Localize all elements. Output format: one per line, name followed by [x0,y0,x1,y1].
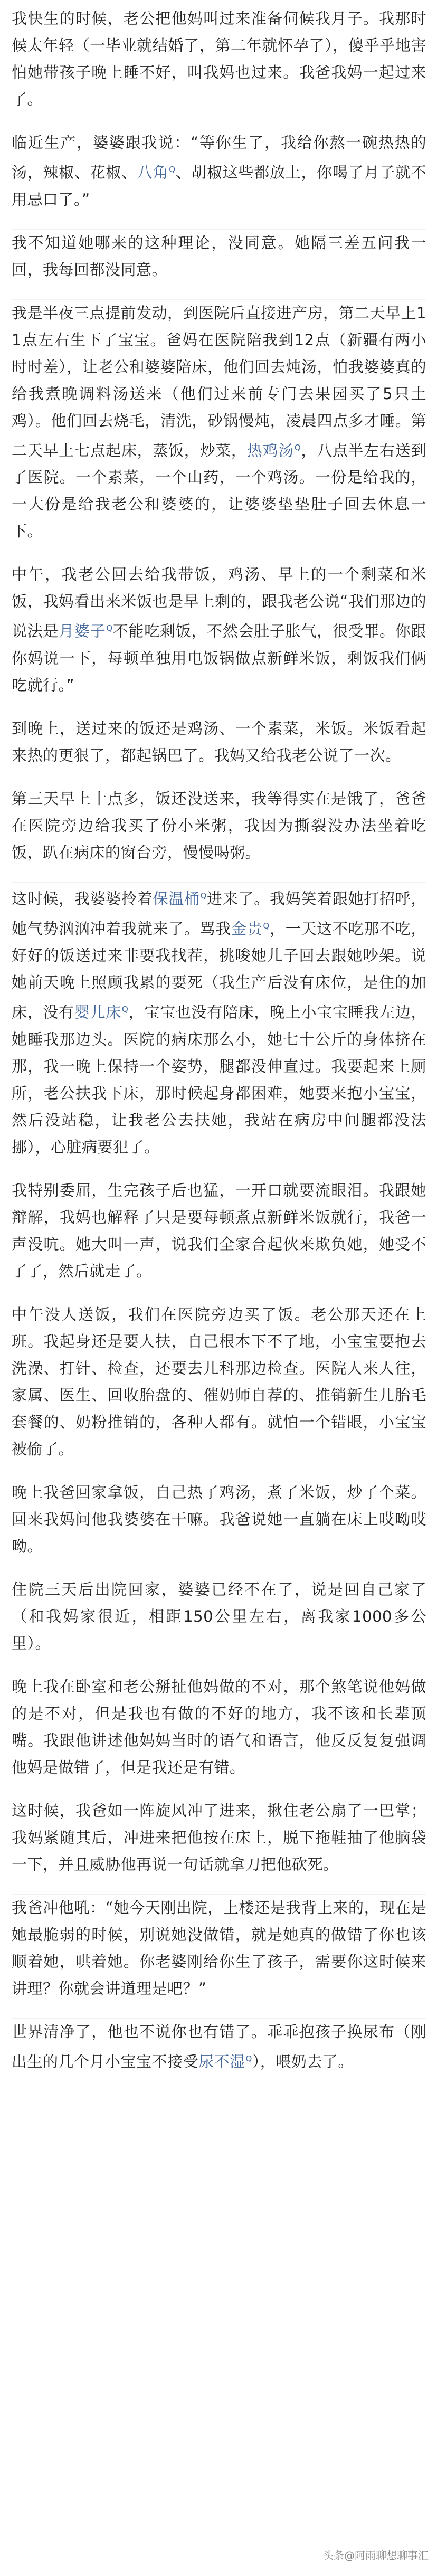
paragraph-text: 中午，我老公回去给我带饭，鸡汤、早上的一个剩菜和米饭，我妈看出来米饭也是早上剩的，跟我老公说“我们那边的说法是 [12,565,426,640]
paragraph-text: ，八点半左右送到了医院。一个素菜，一个山药，一个鸡汤。一份是给我的，一大份是给我老公和婆婆的，让婆婆垫垫肚子回去休息一下。 [12,441,426,541]
paragraph [12,2019,426,2076]
paragraph [12,785,426,866]
paragraph-text: 到晚上，送过来的饭还是鸡汤、一个素菜，米饭。米饭看起来热的更狠了，都起锅巴了。我妈又给我老公说了一次。 [12,719,426,764]
watermark-text: 头条@阿雨聊想聊事汇 [323,2549,429,2562]
paragraph-text: 我是半夜三点提前发动，到医院后直接进产房，第二天早上11点左右生下了宝宝。爸妈在医院陪我到12点（新疆有两小时时差），让老公和婆婆陪床，他们回去炖汤，怕我婆婆真的给我煮晚调料汤送来（他们过来前专门去果园买了5只土鸡）。他们回去烧毛，清洗，砂锅慢炖，凌晨四点多才睡。第二天早上七点起床，蒸饭，炒菜， [12,304,426,460]
paragraph [12,883,426,1161]
paragraph [12,1797,426,1878]
keyword-link[interactable]: 婴儿床 [74,1003,122,1021]
paragraph [12,1177,426,1285]
search-icon[interactable]: Q [263,921,270,931]
paragraph-text: 晚上我在卧室和老公掰扯他妈做的不对，那个煞笔说他妈做的是不对，但是我也有做的不好的地方，我不该和长辈顶嘴。我跟他讲述他妈妈当时的语气和语言，他反反复复强调他妈是做错了，但是我还是有错。 [12,1677,426,1776]
paragraph-text: 住院三天后出院回家，婆婆已经不在了，说是回自己家了（和我妈家很近，相距150公里左右，离我家1000多公里）。 [12,1580,426,1652]
keyword-link[interactable]: 保温桶 [153,889,200,908]
paragraph [12,1673,426,1781]
paragraph-text: 世界清净了，他也不说你也有错了。乖乖抱孩子换尿布（刚出生的几个月小宝宝不接受 [12,2022,426,2071]
paragraph-text: 这时候，我爸如一阵旋风冲了进来，揪住老公扇了一巴掌；我妈紧随其后，冲进来把他按在床上，脱下拖鞋抽了他脑袋一下，并且威胁他再说一句话就拿刀把他砍死。 [12,1801,426,1873]
paragraph-text: 不能吃剩饭，不然会肚子胀气，很受罪。你跟你妈说一下，每顿单独用电饭锅做点新鲜米饭，剩饭我们俩吃就行。” [12,622,426,694]
paragraph [12,5,426,113]
paragraph-text: ），喂奶去了。 [252,2052,354,2071]
search-icon[interactable]: Q [122,1005,129,1015]
keyword-link[interactable]: 金贵 [231,920,263,938]
paragraph [12,230,426,283]
paragraph-text: ，一天这不吃那不吃，好好的饭送过来非要我找茬，挑唆她儿子回去跟她吵架。说她前天晚上照顾我累的要死（我生产后没有床位，是住的加床，没有 [12,920,426,1021]
paragraph-text: 我不知道她哪来的这种理论，没同意。她隔三差五问我一回，我每回都没同意。 [12,233,426,279]
search-icon[interactable]: Q [294,442,301,452]
paragraph-text: 中午没人送饭，我们在医院旁边买了饭。老公那天还在上班。我起身还是要人扶，自己根本下不了地，小宝宝要抱去洗澡、打针、检查，还要去儿科那边检查。医院人来人往，家属、医生、回收胎盘的、催奶师自荐的、推销新生儿胎毛套餐的、奶粉推销的，各种人都有。就怕一个错眼，小宝宝被偷了。 [12,1305,426,1458]
search-icon[interactable]: Q [245,2053,252,2063]
paragraph-text: 临近生产，婆婆跟我说：“等你生了，我给你熬一碗热热的汤，辣椒、花椒、 [12,134,426,182]
search-icon[interactable]: Q [169,165,176,174]
search-icon[interactable]: Q [106,623,113,633]
paragraph-text: 这时候，我婆婆拎着 [12,889,153,908]
paragraph [12,1479,426,1560]
paragraph-text: 我快生的时候，老公把他妈叫过来准备伺候我月子。我那时候太年轻（一毕业就结婚了，第二年就怀孕了），傻乎乎地害怕她带孩子晚上睡不好，叫我妈也过来。我爸我妈一起过来了。 [12,10,426,108]
keyword-link[interactable]: 尿不湿 [198,2052,245,2071]
watermark [323,2547,429,2562]
paragraph-text: ，宝宝也没有陪床，晚上小宝宝睡我左边，她睡我那边头。医院的病床那么小，她七十公斤的身体挤在那，我一晚上保持一个姿势，腿都没伸直过。我要起来上厕所，老公扶我下床，那时候起身都困难，她要来抱小宝宝，然后没站稳，让我老公去扶她，我站在病房中间腿都没法挪），心脏病要犯了。 [12,1003,426,1156]
keyword-link[interactable]: 热鸡汤 [246,441,294,460]
paragraph-text: 第三天早上十点多，饭还没送来，我等得实在是饿了，爸爸在医院旁边给我买了份小米粥，我因为撕裂没办法坐着吃饭，趴在病床的窗台旁，慢慢喝粥。 [12,789,426,861]
paragraph [12,300,426,545]
paragraph [12,1301,426,1463]
paragraph [12,1895,426,2002]
search-icon[interactable]: Q [200,891,207,901]
paragraph-text: 我特别委屈，生完孩子后也猛，一开口就要流眼泪。我跟她辩解，我妈也解释了只是要每顿煮点新鲜米饭就行，我爸一声没吭。她大叫一声，说我们全家合起伙来欺负她，她受不了了，然后就走了。 [12,1181,426,1280]
paragraph-text: 晚上我爸回家拿饭，自己热了鸡汤，煮了米饭，炒了个菜。回来我妈问他我婆婆在干嘛。我爸说她一直躺在床上哎呦哎呦。 [12,1483,426,1555]
paragraph [12,129,426,213]
keyword-link[interactable]: 八角 [137,163,169,182]
keyword-link[interactable]: 月婆子 [59,622,106,640]
paragraph-text: 我爸冲他吼：“她今天刚出院，上楼还是我背上来的，现在是她最脆弱的时候，别说她没做错，就是她真的做错了你也该顺着她，哄着她。你老婆刚给你生了孩子，需要你这时候来讲理？你就会讲道理是吧？” [12,1898,426,1997]
paragraph-text: 、胡椒这些都放上，你喝了月子就不用忌口了。” [12,163,426,209]
paragraph [12,1576,426,1657]
paragraph [12,561,426,699]
paragraph [12,715,426,769]
paragraph-text: 进来了。我妈笑着跟她打招呼，她气势汹汹冲着我就来了。骂我 [12,889,426,938]
